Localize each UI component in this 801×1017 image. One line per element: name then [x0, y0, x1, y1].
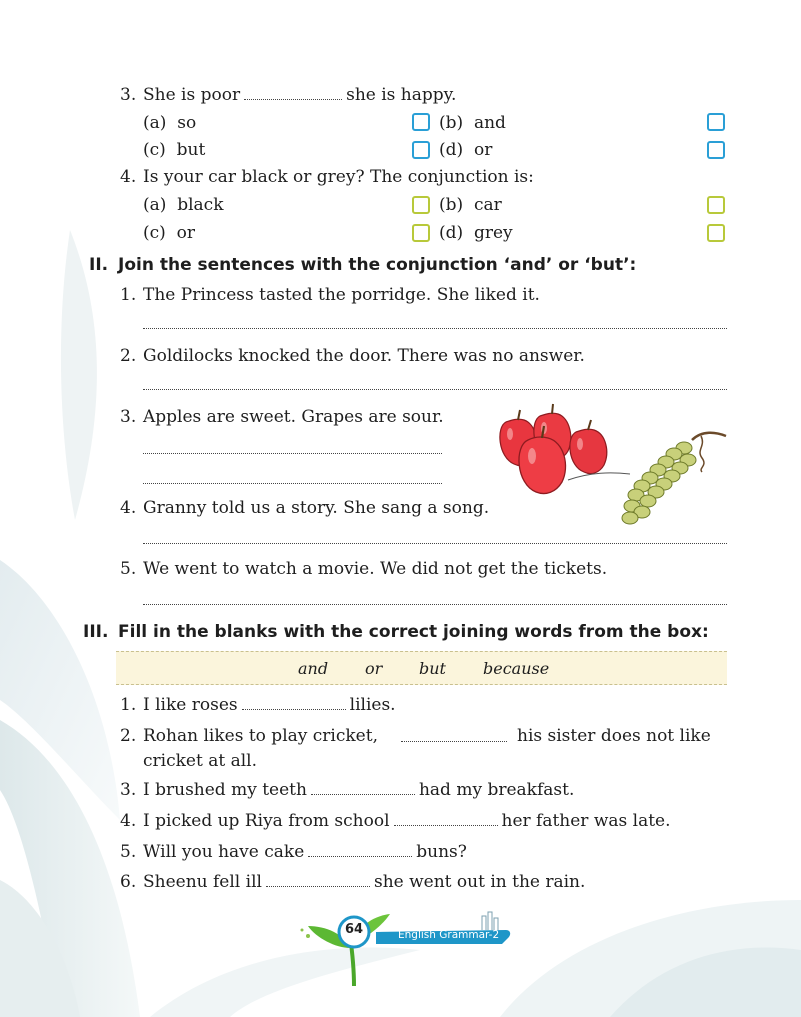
apple-icon — [570, 420, 607, 474]
answer-blank[interactable] — [242, 709, 346, 710]
item-number: 5. — [120, 842, 137, 862]
question-number: 4. — [120, 167, 137, 187]
sentence-text: The Princess tasted the porridge. She liked it. — [143, 285, 540, 305]
apples-and-grapes-illustration — [496, 402, 732, 534]
grapes-icon — [622, 433, 726, 524]
question-text-before: She is poor — [143, 85, 241, 105]
answer-blank[interactable] — [401, 741, 507, 742]
answer-line[interactable] — [143, 483, 442, 484]
question-4-text: Is your car black or grey? The conjunction is: — [143, 167, 534, 187]
question-3-text — [143, 85, 456, 105]
checkbox-q3-c[interactable] — [412, 141, 430, 159]
fill-sentence: I brushed my teeth had my breakfast. — [143, 780, 575, 800]
word-option: because — [483, 659, 550, 678]
checkbox-q3-b[interactable] — [707, 113, 725, 131]
answer-line[interactable] — [143, 543, 727, 544]
fill-sentence-part2: his sister does not like — [517, 726, 711, 746]
option-c: (c) or — [143, 223, 195, 243]
answer-line[interactable] — [143, 453, 442, 454]
answer-line[interactable] — [143, 604, 727, 605]
item-number: 5. — [120, 559, 137, 579]
item-number: 2. — [120, 346, 137, 366]
checkbox-q4-b[interactable] — [707, 196, 725, 214]
option-b: (b) car — [439, 195, 502, 215]
question-number: 3. — [120, 85, 137, 105]
word-option: and — [298, 659, 329, 678]
option-d: (d) or — [439, 140, 493, 160]
checkbox-q3-d[interactable] — [707, 141, 725, 159]
question-text-after: she is happy. — [346, 85, 457, 105]
fill-sentence: I like roses lilies. — [143, 695, 396, 715]
sentence-text: Apples are sweet. Grapes are sour. — [143, 407, 444, 427]
item-number: 3. — [120, 407, 137, 427]
answer-line[interactable] — [143, 389, 727, 390]
fill-sentence: I picked up Riya from school her father was late. — [143, 811, 671, 831]
answer-line[interactable] — [143, 328, 727, 329]
item-number: 4. — [120, 811, 137, 831]
fill-sentence: Will you have cake buns? — [143, 842, 467, 862]
checkbox-q4-d[interactable] — [707, 224, 725, 242]
sentence-text: Goldilocks knocked the door. There was no answer. — [143, 346, 585, 366]
page-number: 64 — [344, 922, 364, 937]
option-d: (d) grey — [439, 223, 513, 243]
checkbox-q3-a[interactable] — [412, 113, 430, 131]
option-b: (b) and — [439, 113, 506, 133]
book-title: English Grammar-2 — [398, 929, 500, 941]
answer-blank[interactable] — [244, 99, 342, 100]
option-a: (a) so — [143, 113, 197, 133]
checkbox-q4-a[interactable] — [412, 196, 430, 214]
item-number: 1. — [120, 285, 137, 305]
checkbox-q4-c[interactable] — [412, 224, 430, 242]
item-number: 6. — [120, 872, 137, 892]
word-option: or — [365, 659, 383, 678]
item-number: 1. — [120, 695, 137, 715]
footer-graphic — [296, 908, 516, 988]
fill-sentence: Sheenu fell ill she went out in the rain. — [143, 872, 586, 892]
fill-sentence-part1: Rohan likes to play cricket, — [143, 726, 378, 746]
section-number: II. — [89, 255, 109, 275]
word-option: but — [419, 659, 446, 678]
answer-blank[interactable] — [266, 886, 370, 887]
answer-blank[interactable] — [308, 856, 412, 857]
item-number: 3. — [120, 780, 137, 800]
option-c: (c) but — [143, 140, 206, 160]
section-heading: Join the sentences with the conjunction ‘and’ or ‘but’: — [118, 255, 637, 275]
sentence-text: We went to watch a movie. We did not get the tickets. — [143, 559, 608, 579]
option-a: (a) black — [143, 195, 224, 215]
fill-sentence-continued: cricket at all. — [143, 751, 257, 771]
sentence-text: Granny told us a story. She sang a song. — [143, 498, 490, 518]
section-number: III. — [83, 622, 109, 642]
word-box — [116, 651, 727, 685]
answer-blank[interactable] — [394, 825, 498, 826]
section-heading: Fill in the blanks with the correct joining words from the box: — [118, 622, 709, 642]
item-number: 4. — [120, 498, 137, 518]
item-number: 2. — [120, 726, 137, 746]
answer-blank[interactable] — [311, 794, 415, 795]
